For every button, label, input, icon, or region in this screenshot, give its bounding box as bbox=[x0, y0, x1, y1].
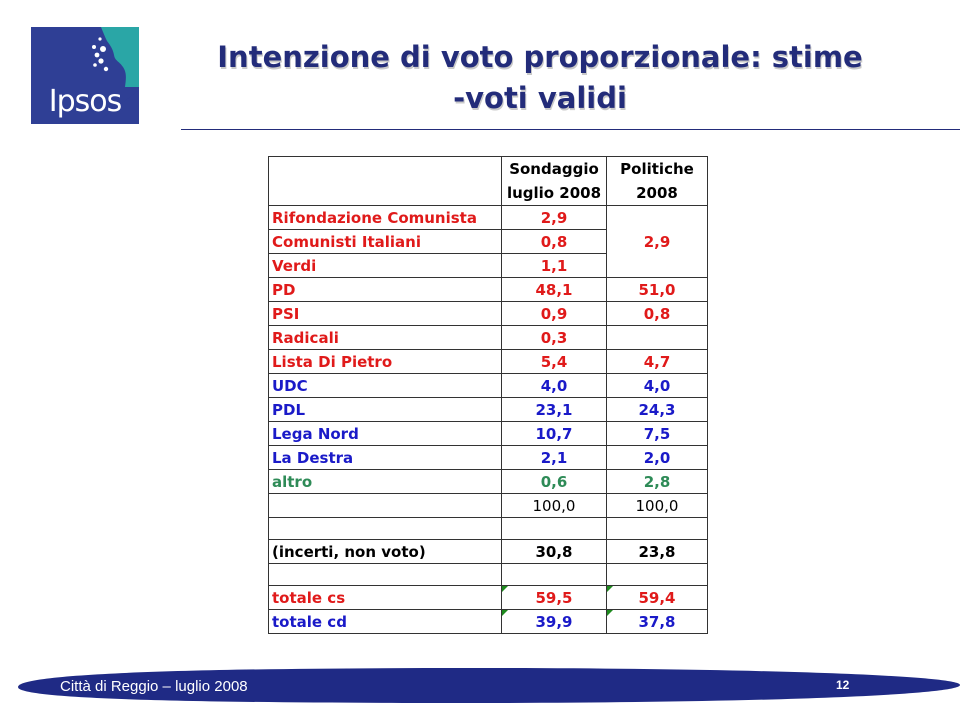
sondaggio-value: 0,3 bbox=[502, 326, 607, 350]
page-title bbox=[200, 37, 880, 119]
politiche-value: 4,0 bbox=[607, 374, 708, 398]
politiche-value: 2,0 bbox=[607, 446, 708, 470]
politiche-value: 51,0 bbox=[607, 278, 708, 302]
title-line-1: Intenzione di voto proporzionale: stime bbox=[217, 40, 863, 74]
spacer-row bbox=[269, 564, 708, 586]
table-row bbox=[269, 398, 708, 422]
party-name: Lega Nord bbox=[269, 422, 502, 446]
total-sondaggio: 100,0 bbox=[502, 494, 607, 518]
table-row bbox=[269, 206, 708, 230]
table-row bbox=[269, 422, 708, 446]
party-name: Verdi bbox=[269, 254, 502, 278]
table-row bbox=[269, 350, 708, 374]
party-name: Comunisti Italiani bbox=[269, 230, 502, 254]
party-name: Radicali bbox=[269, 326, 502, 350]
totale-cs-row bbox=[269, 586, 708, 610]
sondaggio-value: 0,9 bbox=[502, 302, 607, 326]
politiche-value: 2,8 bbox=[607, 470, 708, 494]
sondaggio-value: 48,1 bbox=[502, 278, 607, 302]
party-name: La Destra bbox=[269, 446, 502, 470]
table-row bbox=[269, 470, 708, 494]
incerti-label: (incerti, non voto) bbox=[269, 540, 502, 564]
header-sondaggio: Sondaggio luglio 2008 bbox=[502, 157, 607, 206]
party-name: PDL bbox=[269, 398, 502, 422]
sondaggio-value: 4,0 bbox=[502, 374, 607, 398]
party-name: PSI bbox=[269, 302, 502, 326]
table-row bbox=[269, 446, 708, 470]
totale-cs-sondaggio: 59,5 bbox=[502, 586, 607, 610]
incerti-row bbox=[269, 540, 708, 564]
totale-cd-politiche: 37,8 bbox=[607, 610, 708, 634]
table-row bbox=[269, 302, 708, 326]
title-line-2: -voti validi bbox=[453, 81, 627, 115]
spacer-row bbox=[269, 518, 708, 540]
sondaggio-value: 23,1 bbox=[502, 398, 607, 422]
politiche-value: 7,5 bbox=[607, 422, 708, 446]
logo-text: Ipsos bbox=[48, 84, 122, 119]
total-politiche: 100,0 bbox=[607, 494, 708, 518]
totale-cs-label: totale cs bbox=[269, 586, 502, 610]
totale-cd-row bbox=[269, 610, 708, 634]
footer-caption: Città di Reggio – luglio 2008 bbox=[60, 678, 248, 695]
politiche-value: 24,3 bbox=[607, 398, 708, 422]
party-name: Lista Di Pietro bbox=[269, 350, 502, 374]
header-politiche: Politiche 2008 bbox=[607, 157, 708, 206]
sondaggio-value: 5,4 bbox=[502, 350, 607, 374]
table-row bbox=[269, 374, 708, 398]
politiche-value: 0,8 bbox=[607, 302, 708, 326]
sondaggio-value: 0,8 bbox=[502, 230, 607, 254]
party-name: Rifondazione Comunista bbox=[269, 206, 502, 230]
politiche-value: 4,7 bbox=[607, 350, 708, 374]
merged-politiche-value: 2,9 bbox=[607, 206, 708, 278]
party-name: PD bbox=[269, 278, 502, 302]
vote-table bbox=[268, 156, 708, 634]
total-row bbox=[269, 494, 708, 518]
title-divider bbox=[181, 129, 960, 130]
politiche-value bbox=[607, 326, 708, 350]
incerti-politiche: 23,8 bbox=[607, 540, 708, 564]
party-name: UDC bbox=[269, 374, 502, 398]
sondaggio-value: 1,1 bbox=[502, 254, 607, 278]
header-empty-cell bbox=[269, 157, 502, 206]
footer-bar bbox=[0, 665, 960, 709]
sondaggio-value: 10,7 bbox=[502, 422, 607, 446]
page-number: 12 bbox=[836, 678, 850, 692]
table-row bbox=[269, 278, 708, 302]
total-label-cell bbox=[269, 494, 502, 518]
totale-cd-sondaggio: 39,9 bbox=[502, 610, 607, 634]
incerti-sondaggio: 30,8 bbox=[502, 540, 607, 564]
sondaggio-value: 2,1 bbox=[502, 446, 607, 470]
table-row bbox=[269, 326, 708, 350]
ipsos-logo bbox=[31, 27, 139, 124]
totale-cs-politiche: 59,4 bbox=[607, 586, 708, 610]
totale-cd-label: totale cd bbox=[269, 610, 502, 634]
table-header-row bbox=[269, 157, 708, 206]
party-name: altro bbox=[269, 470, 502, 494]
sondaggio-value: 2,9 bbox=[502, 206, 607, 230]
sondaggio-value: 0,6 bbox=[502, 470, 607, 494]
